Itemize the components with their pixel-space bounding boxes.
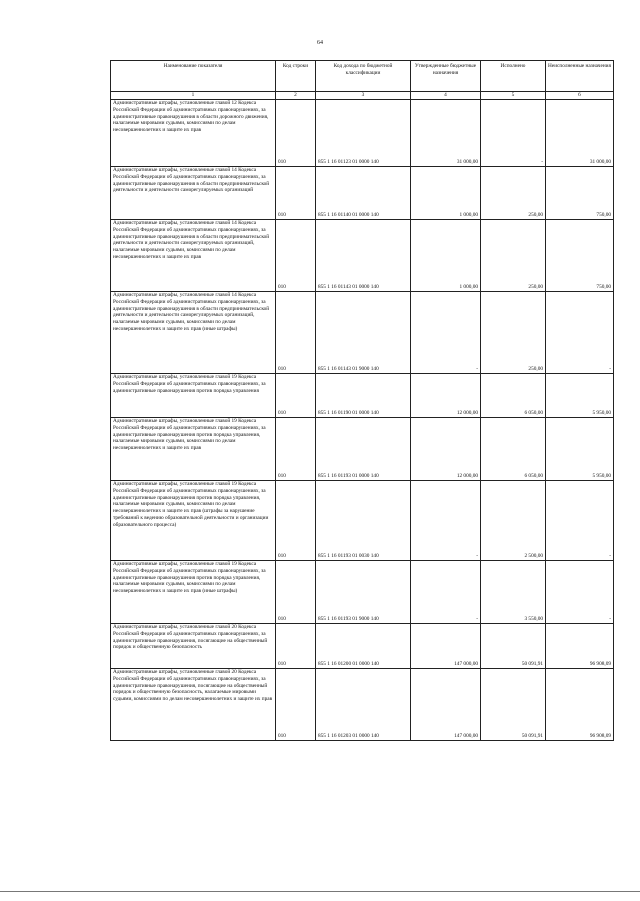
row-income-code: 855 1 16 01200 01 0000 140 bbox=[316, 624, 411, 669]
row-name: Административные штрафы, установленные главой 12 Кодекса Российской Федерации об административных правонарушениях, за административные правонарушения в области дорожного движения, налагаемые мировыми судьями, комиссиями по делам несовершеннолетних и защите их прав bbox=[111, 100, 276, 167]
page-bottom-rule bbox=[0, 891, 640, 892]
row-unexecuted: 5 950,00 bbox=[546, 418, 614, 481]
row-approved: 147 000,00 bbox=[411, 669, 481, 741]
row-approved: 12 000,00 bbox=[411, 418, 481, 481]
row-executed: 2 500,00 bbox=[481, 481, 546, 561]
row-executed: - bbox=[481, 100, 546, 167]
column-number: 5 bbox=[481, 92, 546, 100]
row-name: Административные штрафы, установленные главой 19 Кодекса Российской Федерации об административных правонарушениях, за административные правонарушения против порядка управления, налагаемые мировыми судьями, комиссиями по делам несовершеннолетних и защите их прав (иные штрафы) bbox=[111, 561, 276, 624]
column-number: 4 bbox=[411, 92, 481, 100]
table-row bbox=[111, 220, 614, 292]
row-executed: 250,00 bbox=[481, 167, 546, 220]
row-income-code: 855 1 16 01190 01 0000 140 bbox=[316, 374, 411, 418]
page-number: 64 bbox=[317, 40, 323, 46]
header-unexecuted: Неисполненные назначения bbox=[546, 61, 614, 92]
row-unexecuted: 750,00 bbox=[546, 167, 614, 220]
row-line-code: 010 bbox=[276, 292, 316, 374]
table-row bbox=[111, 100, 614, 167]
header-income-code: Код дохода по бюджетной классификации bbox=[316, 61, 411, 92]
row-approved: 1 000,00 bbox=[411, 220, 481, 292]
row-unexecuted: - bbox=[546, 561, 614, 624]
row-income-code: 855 1 16 01140 01 0000 140 bbox=[316, 167, 411, 220]
row-executed: 6 050,00 bbox=[481, 418, 546, 481]
table-row bbox=[111, 561, 614, 624]
row-name: Административные штрафы, установленные главой 19 Кодекса Российской Федерации об административных правонарушениях, за административные правонарушения против порядка управления, налагаемые мировыми судьями, комиссиями по делам несовершеннолетних и защите их прав bbox=[111, 418, 276, 481]
row-line-code: 010 bbox=[276, 669, 316, 741]
row-line-code: 010 bbox=[276, 167, 316, 220]
row-approved: - bbox=[411, 561, 481, 624]
row-unexecuted: 750,00 bbox=[546, 220, 614, 292]
table-row bbox=[111, 167, 614, 220]
column-number: 3 bbox=[316, 92, 411, 100]
row-name: Административные штрафы, установленные главой 14 Кодекса Российской Федерации об административных правонарушениях, за административные правонарушения в области предпринимательской деятельности и деятельности саморегулируемых организаций, налагаемые мировыми судьями, комиссиями по делам несовершеннолетних и защите их прав bbox=[111, 220, 276, 292]
table-row bbox=[111, 292, 614, 374]
row-executed: 250,00 bbox=[481, 220, 546, 292]
row-approved: 147 000,00 bbox=[411, 624, 481, 669]
row-income-code: 855 1 16 01203 01 0000 140 bbox=[316, 669, 411, 741]
row-income-code: 855 1 16 01193 01 0030 140 bbox=[316, 481, 411, 561]
table-row bbox=[111, 624, 614, 669]
row-unexecuted: 96 908,09 bbox=[546, 669, 614, 741]
row-executed: 50 091,91 bbox=[481, 624, 546, 669]
row-executed: 3 550,00 bbox=[481, 561, 546, 624]
row-income-code: 855 1 16 01143 01 9000 140 bbox=[316, 292, 411, 374]
row-name: Административные штрафы, установленные главой 14 Кодекса Российской Федерации об административных правонарушениях, за административные правонарушения в области предпринимательской деятельности и деятельности саморегулируемых организаций, налагаемые мировыми судьями, комиссиями по делам несовершеннолетних и защите их прав (иные штрафы) bbox=[111, 292, 276, 374]
row-unexecuted: 96 908,09 bbox=[546, 624, 614, 669]
row-line-code: 010 bbox=[276, 624, 316, 669]
row-unexecuted: - bbox=[546, 481, 614, 561]
table-header-row bbox=[111, 61, 614, 92]
budget-execution-table bbox=[110, 60, 614, 741]
row-name: Административные штрафы, установленные главой 19 Кодекса Российской Федерации об административных правонарушениях, за административные правонарушения против порядка управления bbox=[111, 374, 276, 418]
row-approved: 12 000,00 bbox=[411, 374, 481, 418]
row-line-code: 010 bbox=[276, 100, 316, 167]
row-line-code: 010 bbox=[276, 374, 316, 418]
header-approved: Утвержденные бюджетные назначения bbox=[411, 61, 481, 92]
column-number: 1 bbox=[111, 92, 276, 100]
header-executed: Исполнено bbox=[481, 61, 546, 92]
row-approved: 31 000,00 bbox=[411, 100, 481, 167]
table-row bbox=[111, 374, 614, 418]
row-line-code: 010 bbox=[276, 561, 316, 624]
row-executed: 50 091,91 bbox=[481, 669, 546, 741]
row-approved: 1 000,00 bbox=[411, 167, 481, 220]
row-name: Административные штрафы, установленные главой 19 Кодекса Российской Федерации об административных правонарушениях, за административные правонарушения против порядка управления, налагаемые мировыми судьями, комиссиями по делам несовершеннолетних и защите их прав (штрафы за нарушение требований к ведению образовательной деятельности и организации образовательного процесса) bbox=[111, 481, 276, 561]
row-line-code: 010 bbox=[276, 418, 316, 481]
column-number: 2 bbox=[276, 92, 316, 100]
row-income-code: 855 1 16 01193 01 9000 140 bbox=[316, 561, 411, 624]
row-income-code: 855 1 16 01143 01 0000 140 bbox=[316, 220, 411, 292]
row-name: Административные штрафы, установленные главой 20 Кодекса Российской Федерации об административных правонарушениях, за административные правонарушения, посягающие на общественный порядок и общественную безопасность bbox=[111, 624, 276, 669]
table-row bbox=[111, 669, 614, 741]
row-income-code: 855 1 16 01193 01 0000 140 bbox=[316, 418, 411, 481]
header-line-code: Код строки bbox=[276, 61, 316, 92]
column-number-row bbox=[111, 92, 614, 100]
row-name: Административные штрафы, установленные главой 20 Кодекса Российской Федерации об административных правонарушениях, за административные правонарушения, посягающие на общественный порядок и общественную безопасность, налагаемые мировыми судьями, комиссиями по делам несовершеннолетних и защите их прав bbox=[111, 669, 276, 741]
table-row bbox=[111, 418, 614, 481]
row-name: Административные штрафы, установленные главой 14 Кодекса Российской Федерации об административных правонарушениях, за административные правонарушения в области предпринимательской деятельности и деятельности саморегулируемых организаций bbox=[111, 167, 276, 220]
row-unexecuted: - bbox=[546, 292, 614, 374]
row-line-code: 010 bbox=[276, 481, 316, 561]
row-income-code: 855 1 16 01123 01 0000 140 bbox=[316, 100, 411, 167]
row-approved: - bbox=[411, 481, 481, 561]
header-indicator-name: Наименование показателя bbox=[111, 61, 276, 92]
row-approved: - bbox=[411, 292, 481, 374]
row-line-code: 010 bbox=[276, 220, 316, 292]
row-executed: 6 050,00 bbox=[481, 374, 546, 418]
row-unexecuted: 5 950,00 bbox=[546, 374, 614, 418]
table-row bbox=[111, 481, 614, 561]
row-executed: 250,00 bbox=[481, 292, 546, 374]
row-unexecuted: 31 000,00 bbox=[546, 100, 614, 167]
column-number: 6 bbox=[546, 92, 614, 100]
